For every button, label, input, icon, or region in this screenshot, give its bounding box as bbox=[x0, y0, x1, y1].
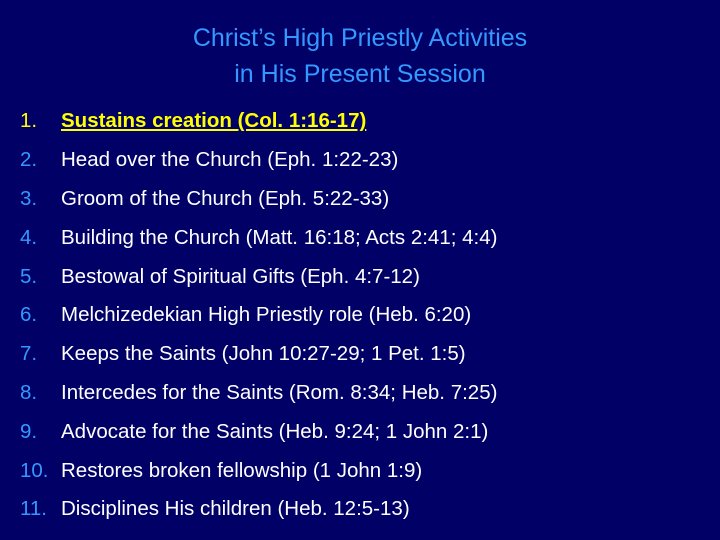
item-number: 7. bbox=[20, 342, 38, 366]
list-item bbox=[20, 335, 497, 374]
item-text: Sustains creation (Col. 1:16-17) bbox=[61, 109, 367, 133]
list-item bbox=[20, 102, 497, 141]
list-item bbox=[20, 490, 497, 529]
item-number: 8. bbox=[20, 380, 38, 404]
item-number: 6. bbox=[20, 303, 38, 327]
item-text: Keeps the Saints (John 10:27-29; 1 Pet. 1:5) bbox=[61, 342, 466, 366]
item-text: Building the Church (Matt. 16:18; Acts 2:41; 4:4) bbox=[61, 225, 498, 249]
list-item bbox=[20, 412, 497, 451]
item-number: 9. bbox=[20, 419, 38, 443]
title-line-2: in His Present Session bbox=[234, 60, 486, 88]
item-text: Advocate for the Saints (Heb. 9:24; 1 John 2:1) bbox=[61, 419, 489, 443]
item-text: Disciplines His children (Heb. 12:5-13) bbox=[61, 497, 410, 521]
item-number: 10. bbox=[20, 458, 49, 482]
title-line-1: Christ’s High Priestly Activities bbox=[192, 24, 528, 52]
list-item bbox=[20, 374, 497, 413]
slide-title bbox=[0, 20, 720, 92]
item-number: 5. bbox=[20, 264, 38, 288]
item-text: Melchizedekian High Priestly role (Heb. 6:20) bbox=[61, 303, 472, 327]
item-number: 4. bbox=[20, 225, 38, 249]
item-number: 1. bbox=[20, 109, 38, 133]
list-item bbox=[20, 451, 497, 490]
item-text: Head over the Church (Eph. 1:22-23) bbox=[61, 148, 399, 172]
item-text: Groom of the Church (Eph. 5:22-33) bbox=[61, 186, 390, 210]
item-text: Bestowal of Spiritual Gifts (Eph. 4:7-12) bbox=[61, 264, 420, 288]
item-text: Restores broken fellowship (1 John 1:9) bbox=[61, 458, 423, 482]
activities-list bbox=[20, 102, 497, 529]
item-number: 2. bbox=[20, 148, 38, 172]
list-item bbox=[20, 141, 497, 180]
list-item bbox=[20, 296, 497, 335]
item-number: 11. bbox=[20, 497, 47, 521]
list-item bbox=[20, 257, 497, 296]
list-item bbox=[20, 180, 497, 219]
item-number: 3. bbox=[20, 186, 38, 210]
list-item bbox=[20, 218, 497, 257]
item-text: Intercedes for the Saints (Rom. 8:34; Heb. 7:25) bbox=[61, 380, 498, 404]
